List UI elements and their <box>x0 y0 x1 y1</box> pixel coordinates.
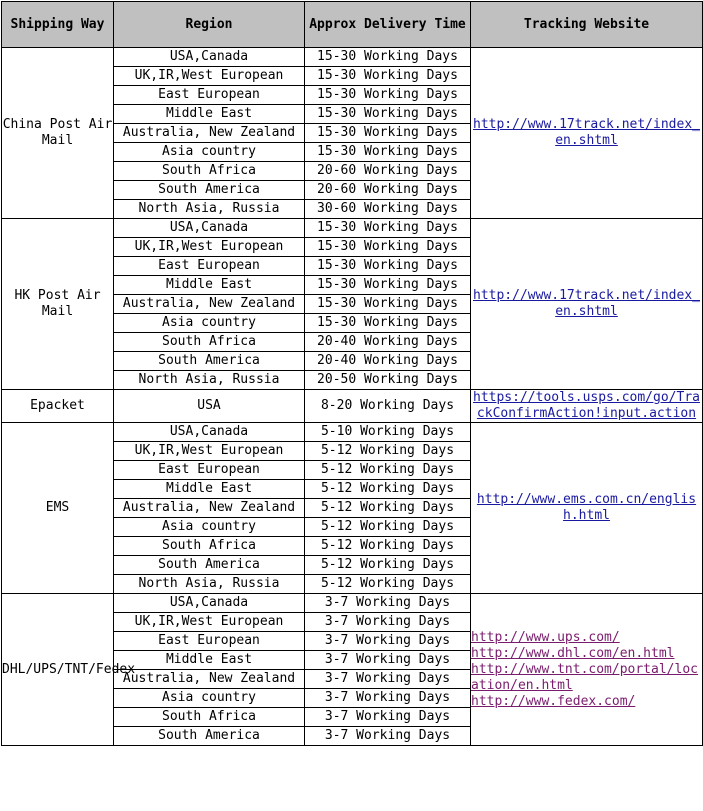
delivery-time-cell: 15-30 Working Days <box>305 67 471 86</box>
delivery-time-cell: 5-12 Working Days <box>305 461 471 480</box>
region-cell: South Africa <box>114 162 305 181</box>
delivery-time-cell: 20-60 Working Days <box>305 162 471 181</box>
delivery-time-cell: 15-30 Working Days <box>305 257 471 276</box>
delivery-time-cell: 3-7 Working Days <box>305 594 471 613</box>
region-cell: UK,IR,West European <box>114 613 305 632</box>
region-cell: South America <box>114 556 305 575</box>
region-cell: UK,IR,West European <box>114 442 305 461</box>
region-cell: Australia, New Zealand <box>114 499 305 518</box>
region-cell: North Asia, Russia <box>114 371 305 390</box>
region-cell: UK,IR,West European <box>114 238 305 257</box>
tracking-links <box>471 390 702 422</box>
delivery-time-cell: 5-12 Working Days <box>305 537 471 556</box>
tracking-links <box>471 288 702 320</box>
delivery-time-cell: 15-30 Working Days <box>305 143 471 162</box>
region-cell: Middle East <box>114 480 305 499</box>
delivery-time-cell: 15-30 Working Days <box>305 295 471 314</box>
region-cell: East European <box>114 632 305 651</box>
region-cell: Middle East <box>114 105 305 124</box>
tracking-link[interactable]: http://www.dhl.com/en.html <box>471 645 675 661</box>
delivery-time-cell: 15-30 Working Days <box>305 124 471 143</box>
delivery-time-cell: 3-7 Working Days <box>305 727 471 746</box>
region-cell: USA <box>114 390 305 423</box>
delivery-time-cell: 15-30 Working Days <box>305 219 471 238</box>
table-row <box>2 594 703 613</box>
delivery-time-cell: 5-12 Working Days <box>305 480 471 499</box>
delivery-time-cell: 3-7 Working Days <box>305 632 471 651</box>
delivery-time-cell: 30-60 Working Days <box>305 200 471 219</box>
table-row <box>2 423 703 442</box>
tracking-link[interactable]: http://www.tnt.com/portal/location/en.html <box>471 661 698 693</box>
delivery-time-cell: 5-10 Working Days <box>305 423 471 442</box>
region-cell: South America <box>114 727 305 746</box>
delivery-time-cell: 5-12 Working Days <box>305 499 471 518</box>
table-row <box>2 48 703 67</box>
region-cell: Asia country <box>114 689 305 708</box>
region-cell: South America <box>114 181 305 200</box>
tracking-link[interactable]: http://www.fedex.com/ <box>471 693 636 709</box>
region-cell: East European <box>114 461 305 480</box>
region-cell: South Africa <box>114 333 305 352</box>
region-cell: USA,Canada <box>114 423 305 442</box>
region-cell: Australia, New Zealand <box>114 295 305 314</box>
delivery-time-cell: 20-40 Working Days <box>305 352 471 371</box>
header-shipping-way: Shipping Way <box>2 2 114 48</box>
region-cell: USA,Canada <box>114 219 305 238</box>
delivery-time-cell: 5-12 Working Days <box>305 518 471 537</box>
delivery-time-cell: 15-30 Working Days <box>305 276 471 295</box>
region-cell: Asia country <box>114 314 305 333</box>
region-cell: East European <box>114 257 305 276</box>
region-cell: North Asia, Russia <box>114 200 305 219</box>
tracking-cell-ems <box>471 423 703 594</box>
tracking-links <box>471 630 702 710</box>
header-tracking-website: Tracking Website <box>471 2 703 48</box>
tracking-cell-china-post-air-mail <box>471 48 703 219</box>
delivery-time-cell: 3-7 Working Days <box>305 708 471 727</box>
region-cell: South Africa <box>114 537 305 556</box>
tracking-cell-dhl-ups-tnt-fedex <box>471 594 703 746</box>
header-region: Region <box>114 2 305 48</box>
table-header-row <box>2 2 703 48</box>
delivery-time-cell: 8-20 Working Days <box>305 390 471 423</box>
region-cell: Australia, New Zealand <box>114 124 305 143</box>
region-cell: Australia, New Zealand <box>114 670 305 689</box>
region-cell: East European <box>114 86 305 105</box>
region-cell: Middle East <box>114 276 305 295</box>
header-delivery-time: Approx Delivery Time <box>305 2 471 48</box>
delivery-time-cell: 15-30 Working Days <box>305 314 471 333</box>
region-cell: North Asia, Russia <box>114 575 305 594</box>
table-row <box>2 219 703 238</box>
region-cell: USA,Canada <box>114 594 305 613</box>
tracking-link[interactable]: https://tools.usps.com/go/TrackConfirmAction!input.action <box>473 390 700 421</box>
tracking-links <box>471 492 702 524</box>
delivery-time-cell: 15-30 Working Days <box>305 86 471 105</box>
shipping-way-dhl-ups-tnt-fedex: DHL/UPS/TNT/Fedex <box>2 594 114 746</box>
tracking-links <box>471 117 702 149</box>
region-cell: Asia country <box>114 143 305 162</box>
tracking-link[interactable]: http://www.17track.net/index_en.shtml <box>473 117 700 148</box>
shipping-way-china-post-air-mail: China Post Air Mail <box>2 48 114 219</box>
table-body <box>2 48 703 746</box>
region-cell: UK,IR,West European <box>114 67 305 86</box>
tracking-cell-hk-post-air-mail <box>471 219 703 390</box>
table-row <box>2 390 703 423</box>
delivery-time-cell: 5-12 Working Days <box>305 575 471 594</box>
tracking-cell-epacket <box>471 390 703 423</box>
delivery-time-cell: 15-30 Working Days <box>305 48 471 67</box>
shipping-way-epacket: Epacket <box>2 390 114 423</box>
tracking-link[interactable]: http://www.ups.com/ <box>471 629 620 645</box>
delivery-time-cell: 5-12 Working Days <box>305 556 471 575</box>
region-cell: Asia country <box>114 518 305 537</box>
delivery-time-cell: 3-7 Working Days <box>305 670 471 689</box>
delivery-time-cell: 3-7 Working Days <box>305 651 471 670</box>
shipping-way-ems: EMS <box>2 423 114 594</box>
shipping-way-hk-post-air-mail: HK Post Air Mail <box>2 219 114 390</box>
region-cell: USA,Canada <box>114 48 305 67</box>
region-cell: South Africa <box>114 708 305 727</box>
delivery-time-cell: 3-7 Working Days <box>305 613 471 632</box>
delivery-time-cell: 15-30 Working Days <box>305 105 471 124</box>
region-cell: South America <box>114 352 305 371</box>
delivery-time-cell: 20-40 Working Days <box>305 333 471 352</box>
delivery-time-cell: 5-12 Working Days <box>305 442 471 461</box>
delivery-time-cell: 20-50 Working Days <box>305 371 471 390</box>
tracking-link[interactable]: http://www.17track.net/index_en.shtml <box>473 288 700 319</box>
shipping-table <box>1 1 703 746</box>
shipping-table-container <box>1 1 703 746</box>
region-cell: Middle East <box>114 651 305 670</box>
delivery-time-cell: 20-60 Working Days <box>305 181 471 200</box>
tracking-link[interactable]: http://www.ems.com.cn/english.html <box>476 492 697 523</box>
delivery-time-cell: 15-30 Working Days <box>305 238 471 257</box>
delivery-time-cell: 3-7 Working Days <box>305 689 471 708</box>
